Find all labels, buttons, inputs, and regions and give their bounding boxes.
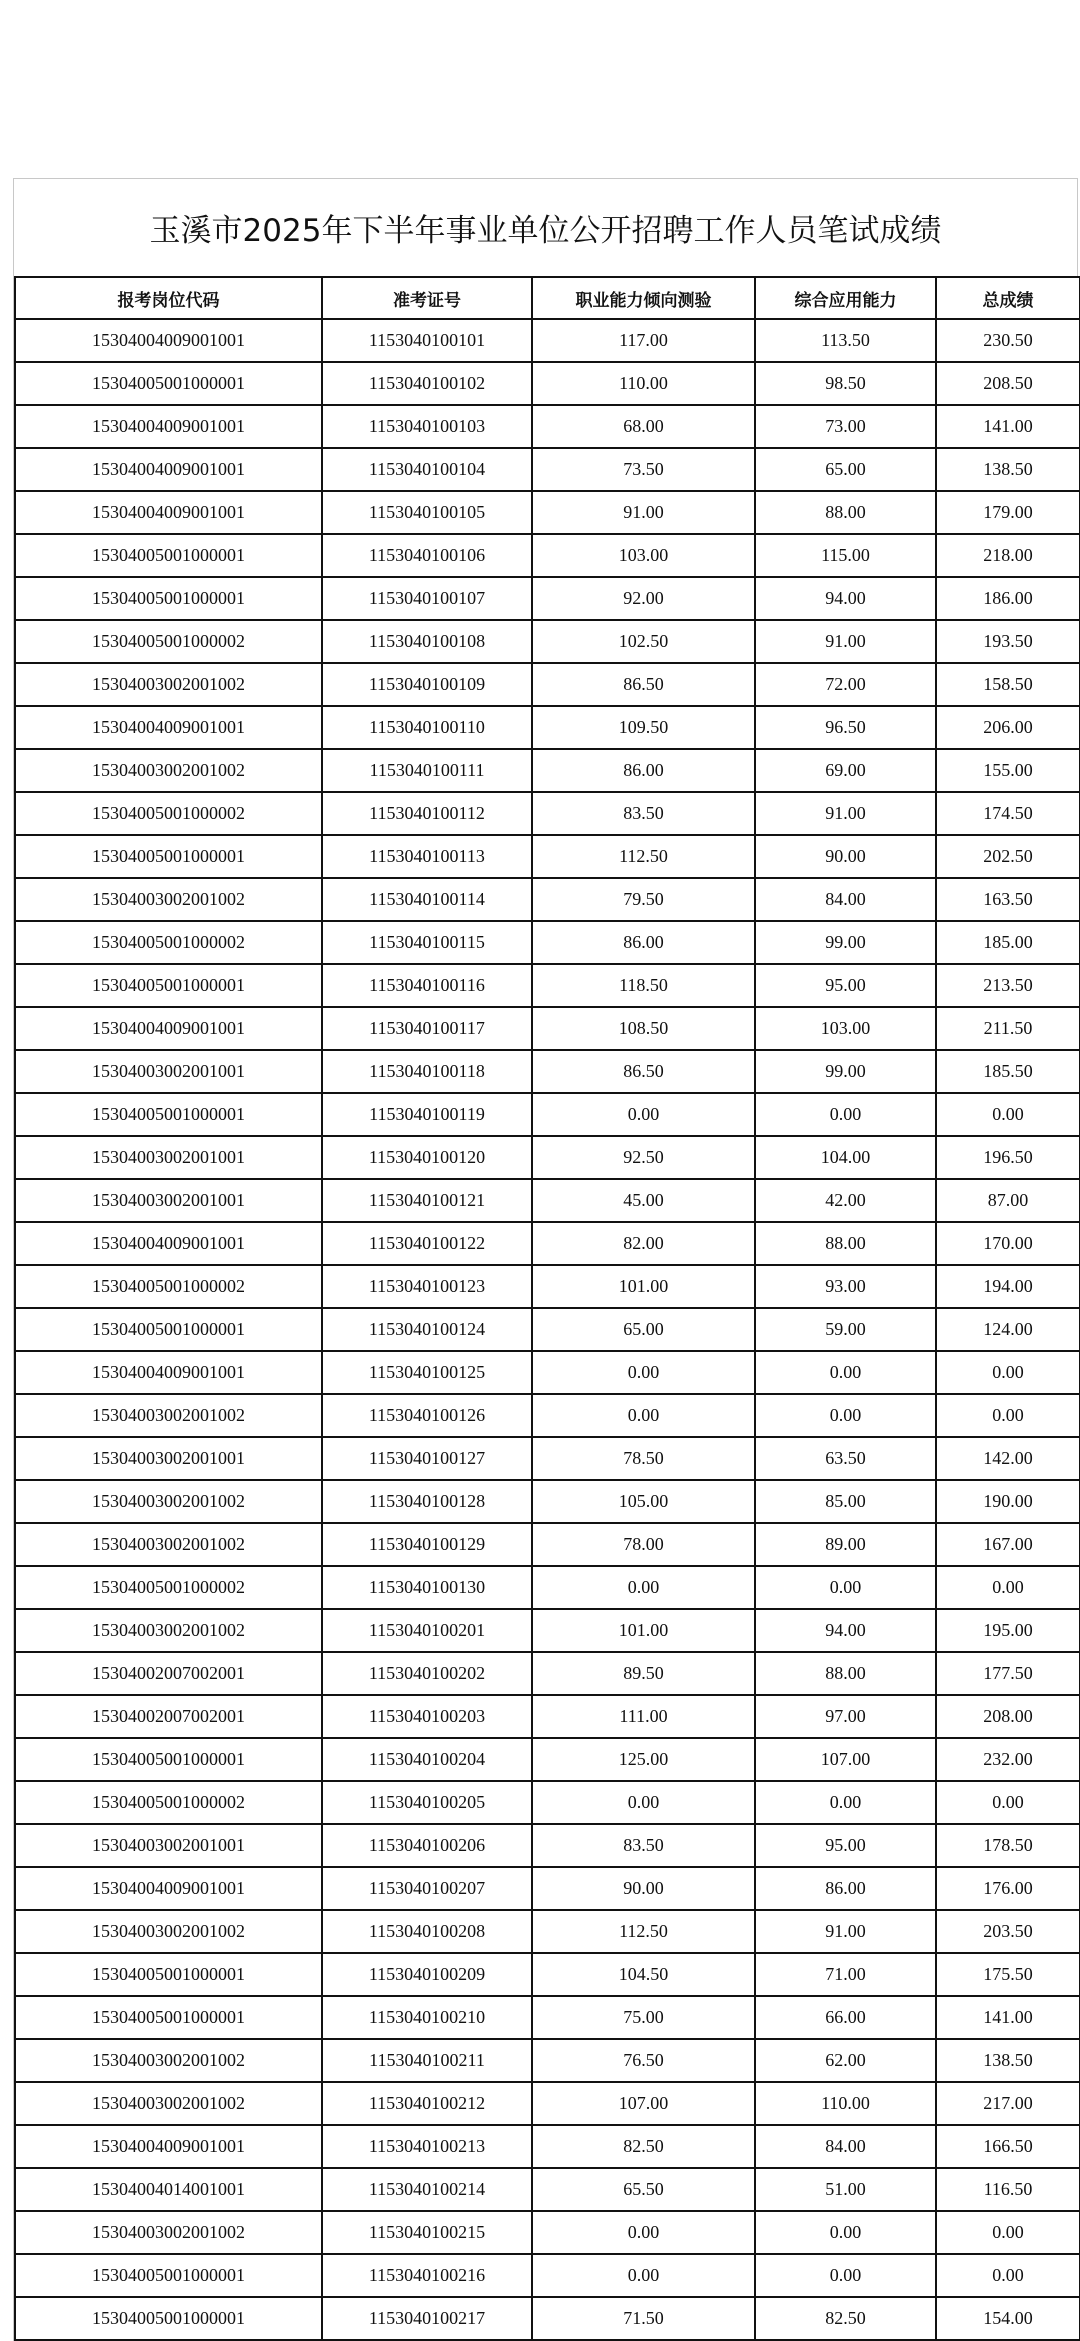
cell-aptitude-score: 0.00 <box>532 1394 755 1437</box>
cell-comprehensive-score: 88.00 <box>755 491 936 534</box>
cell-comprehensive-score: 51.00 <box>755 2168 936 2211</box>
table-row <box>15 2125 1080 2168</box>
cell-admission-number: 1153040100209 <box>322 1953 532 1996</box>
cell-comprehensive-score: 104.00 <box>755 1136 936 1179</box>
cell-position-code: 15304003002001001 <box>15 1437 322 1480</box>
cell-comprehensive-score: 99.00 <box>755 921 936 964</box>
cell-aptitude-score: 83.50 <box>532 792 755 835</box>
cell-admission-number: 1153040100119 <box>322 1093 532 1136</box>
table-row <box>15 448 1080 491</box>
cell-comprehensive-score: 97.00 <box>755 1695 936 1738</box>
table-row <box>15 1480 1080 1523</box>
cell-admission-number: 1153040100125 <box>322 1351 532 1394</box>
cell-admission-number: 1153040100208 <box>322 1910 532 1953</box>
cell-position-code: 15304004009001001 <box>15 491 322 534</box>
table-row <box>15 1179 1080 1222</box>
cell-comprehensive-score: 89.00 <box>755 1523 936 1566</box>
cell-total-score: 202.50 <box>936 835 1080 878</box>
cell-total-score: 158.50 <box>936 663 1080 706</box>
cell-total-score: 0.00 <box>936 1394 1080 1437</box>
cell-admission-number: 1153040100202 <box>322 1652 532 1695</box>
table-row <box>15 1351 1080 1394</box>
cell-comprehensive-score: 0.00 <box>755 1781 936 1824</box>
cell-total-score: 0.00 <box>936 1566 1080 1609</box>
table-row <box>15 1781 1080 1824</box>
header-total-score: 总成绩 <box>936 277 1080 319</box>
table-row <box>15 1867 1080 1910</box>
table-row <box>15 1093 1080 1136</box>
cell-comprehensive-score: 84.00 <box>755 878 936 921</box>
cell-position-code: 15304005001000001 <box>15 1996 322 2039</box>
cell-aptitude-score: 76.50 <box>532 2039 755 2082</box>
cell-admission-number: 1153040100215 <box>322 2211 532 2254</box>
cell-total-score: 190.00 <box>936 1480 1080 1523</box>
cell-comprehensive-score: 84.00 <box>755 2125 936 2168</box>
cell-comprehensive-score: 98.50 <box>755 362 936 405</box>
cell-aptitude-score: 0.00 <box>532 1781 755 1824</box>
table-body <box>15 319 1080 2340</box>
cell-admission-number: 1153040100118 <box>322 1050 532 1093</box>
cell-admission-number: 1153040100205 <box>322 1781 532 1824</box>
cell-admission-number: 1153040100120 <box>322 1136 532 1179</box>
cell-admission-number: 1153040100212 <box>322 2082 532 2125</box>
cell-position-code: 15304003002001002 <box>15 1480 322 1523</box>
cell-comprehensive-score: 94.00 <box>755 577 936 620</box>
cell-aptitude-score: 90.00 <box>532 1867 755 1910</box>
cell-position-code: 15304004014001001 <box>15 2168 322 2211</box>
cell-comprehensive-score: 0.00 <box>755 1351 936 1394</box>
table-row <box>15 2168 1080 2211</box>
cell-position-code: 15304003002001002 <box>15 2211 322 2254</box>
cell-total-score: 213.50 <box>936 964 1080 1007</box>
table-row <box>15 1437 1080 1480</box>
cell-aptitude-score: 86.00 <box>532 921 755 964</box>
cell-comprehensive-score: 113.50 <box>755 319 936 362</box>
cell-aptitude-score: 118.50 <box>532 964 755 1007</box>
table-row <box>15 878 1080 921</box>
table-row <box>15 792 1080 835</box>
cell-admission-number: 1153040100101 <box>322 319 532 362</box>
cell-comprehensive-score: 42.00 <box>755 1179 936 1222</box>
table-row <box>15 921 1080 964</box>
table-row <box>15 534 1080 577</box>
cell-aptitude-score: 68.00 <box>532 405 755 448</box>
cell-admission-number: 1153040100109 <box>322 663 532 706</box>
table-row <box>15 1136 1080 1179</box>
cell-aptitude-score: 0.00 <box>532 2211 755 2254</box>
cell-total-score: 0.00 <box>936 1351 1080 1394</box>
cell-total-score: 87.00 <box>936 1179 1080 1222</box>
table-row <box>15 577 1080 620</box>
cell-position-code: 15304005001000002 <box>15 921 322 964</box>
cell-position-code: 15304004009001001 <box>15 1351 322 1394</box>
header-admission-number: 准考证号 <box>322 277 532 319</box>
cell-total-score: 196.50 <box>936 1136 1080 1179</box>
cell-admission-number: 1153040100211 <box>322 2039 532 2082</box>
cell-admission-number: 1153040100106 <box>322 534 532 577</box>
cell-position-code: 15304002007002001 <box>15 1652 322 1695</box>
table-row <box>15 1953 1080 1996</box>
cell-total-score: 170.00 <box>936 1222 1080 1265</box>
cell-position-code: 15304004009001001 <box>15 319 322 362</box>
cell-aptitude-score: 0.00 <box>532 2254 755 2297</box>
cell-admission-number: 1153040100113 <box>322 835 532 878</box>
table-row <box>15 1652 1080 1695</box>
cell-aptitude-score: 73.50 <box>532 448 755 491</box>
table-row <box>15 1910 1080 1953</box>
table-row <box>15 1523 1080 1566</box>
cell-position-code: 15304005001000002 <box>15 1265 322 1308</box>
table-row <box>15 1824 1080 1867</box>
table-row <box>15 2082 1080 2125</box>
table-row <box>15 2297 1080 2340</box>
cell-aptitude-score: 110.00 <box>532 362 755 405</box>
cell-comprehensive-score: 110.00 <box>755 2082 936 2125</box>
cell-comprehensive-score: 103.00 <box>755 1007 936 1050</box>
cell-aptitude-score: 111.00 <box>532 1695 755 1738</box>
cell-total-score: 206.00 <box>936 706 1080 749</box>
table-row <box>15 362 1080 405</box>
cell-total-score: 174.50 <box>936 792 1080 835</box>
cell-total-score: 186.00 <box>936 577 1080 620</box>
cell-total-score: 211.50 <box>936 1007 1080 1050</box>
cell-position-code: 15304005001000001 <box>15 1953 322 1996</box>
table-row <box>15 749 1080 792</box>
table-row <box>15 2039 1080 2082</box>
cell-aptitude-score: 89.50 <box>532 1652 755 1695</box>
cell-comprehensive-score: 93.00 <box>755 1265 936 1308</box>
cell-aptitude-score: 103.00 <box>532 534 755 577</box>
table-row <box>15 2211 1080 2254</box>
cell-admission-number: 1153040100201 <box>322 1609 532 1652</box>
cell-aptitude-score: 86.50 <box>532 663 755 706</box>
cell-total-score: 141.00 <box>936 405 1080 448</box>
table-row <box>15 835 1080 878</box>
table-row <box>15 1308 1080 1351</box>
cell-total-score: 138.50 <box>936 2039 1080 2082</box>
cell-admission-number: 1153040100105 <box>322 491 532 534</box>
cell-total-score: 175.50 <box>936 1953 1080 1996</box>
cell-total-score: 116.50 <box>936 2168 1080 2211</box>
cell-aptitude-score: 0.00 <box>532 1566 755 1609</box>
cell-position-code: 15304004009001001 <box>15 1007 322 1050</box>
cell-total-score: 138.50 <box>936 448 1080 491</box>
cell-comprehensive-score: 71.00 <box>755 1953 936 1996</box>
cell-total-score: 178.50 <box>936 1824 1080 1867</box>
header-aptitude-test: 职业能力倾向测验 <box>532 277 755 319</box>
cell-position-code: 15304004009001001 <box>15 1222 322 1265</box>
cell-position-code: 15304005001000002 <box>15 1566 322 1609</box>
cell-aptitude-score: 79.50 <box>532 878 755 921</box>
cell-position-code: 15304004009001001 <box>15 405 322 448</box>
cell-admission-number: 1153040100111 <box>322 749 532 792</box>
cell-comprehensive-score: 0.00 <box>755 1566 936 1609</box>
cell-total-score: 179.00 <box>936 491 1080 534</box>
cell-total-score: 177.50 <box>936 1652 1080 1695</box>
cell-comprehensive-score: 91.00 <box>755 620 936 663</box>
cell-position-code: 15304005001000001 <box>15 577 322 620</box>
cell-admission-number: 1153040100206 <box>322 1824 532 1867</box>
cell-admission-number: 1153040100116 <box>322 964 532 1007</box>
cell-aptitude-score: 92.00 <box>532 577 755 620</box>
table-row <box>15 964 1080 1007</box>
table-row <box>15 2254 1080 2297</box>
cell-aptitude-score: 101.00 <box>532 1609 755 1652</box>
cell-aptitude-score: 65.50 <box>532 2168 755 2211</box>
cell-position-code: 15304004009001001 <box>15 1867 322 1910</box>
cell-admission-number: 1153040100207 <box>322 1867 532 1910</box>
cell-total-score: 0.00 <box>936 2211 1080 2254</box>
cell-admission-number: 1153040100124 <box>322 1308 532 1351</box>
cell-comprehensive-score: 86.00 <box>755 1867 936 1910</box>
cell-aptitude-score: 82.50 <box>532 2125 755 2168</box>
cell-position-code: 15304003002001001 <box>15 1050 322 1093</box>
cell-position-code: 15304003002001002 <box>15 1910 322 1953</box>
cell-total-score: 203.50 <box>936 1910 1080 1953</box>
cell-aptitude-score: 78.00 <box>532 1523 755 1566</box>
cell-admission-number: 1153040100114 <box>322 878 532 921</box>
cell-comprehensive-score: 0.00 <box>755 2254 936 2297</box>
cell-comprehensive-score: 66.00 <box>755 1996 936 2039</box>
cell-aptitude-score: 107.00 <box>532 2082 755 2125</box>
cell-comprehensive-score: 96.50 <box>755 706 936 749</box>
cell-position-code: 15304005001000001 <box>15 1738 322 1781</box>
cell-admission-number: 1153040100129 <box>322 1523 532 1566</box>
cell-aptitude-score: 102.50 <box>532 620 755 663</box>
cell-aptitude-score: 105.00 <box>532 1480 755 1523</box>
cell-aptitude-score: 125.00 <box>532 1738 755 1781</box>
cell-admission-number: 1153040100123 <box>322 1265 532 1308</box>
cell-admission-number: 1153040100121 <box>322 1179 532 1222</box>
cell-position-code: 15304003002001002 <box>15 663 322 706</box>
cell-position-code: 15304003002001002 <box>15 2039 322 2082</box>
table-row <box>15 1695 1080 1738</box>
cell-position-code: 15304005001000001 <box>15 362 322 405</box>
cell-comprehensive-score: 59.00 <box>755 1308 936 1351</box>
cell-admission-number: 1153040100128 <box>322 1480 532 1523</box>
table-row <box>15 405 1080 448</box>
cell-total-score: 0.00 <box>936 1093 1080 1136</box>
table-header-row <box>15 277 1080 319</box>
cell-admission-number: 1153040100108 <box>322 620 532 663</box>
cell-total-score: 208.00 <box>936 1695 1080 1738</box>
cell-comprehensive-score: 94.00 <box>755 1609 936 1652</box>
cell-aptitude-score: 109.50 <box>532 706 755 749</box>
cell-comprehensive-score: 91.00 <box>755 792 936 835</box>
cell-total-score: 155.00 <box>936 749 1080 792</box>
cell-total-score: 163.50 <box>936 878 1080 921</box>
cell-total-score: 193.50 <box>936 620 1080 663</box>
cell-position-code: 15304005001000002 <box>15 1781 322 1824</box>
cell-comprehensive-score: 0.00 <box>755 1394 936 1437</box>
cell-total-score: 124.00 <box>936 1308 1080 1351</box>
score-sheet <box>13 178 1078 2341</box>
cell-admission-number: 1153040100126 <box>322 1394 532 1437</box>
cell-admission-number: 1153040100130 <box>322 1566 532 1609</box>
cell-comprehensive-score: 95.00 <box>755 964 936 1007</box>
table-row <box>15 663 1080 706</box>
cell-position-code: 15304005001000001 <box>15 1308 322 1351</box>
cell-position-code: 15304005001000001 <box>15 835 322 878</box>
cell-aptitude-score: 101.00 <box>532 1265 755 1308</box>
cell-position-code: 15304003002001002 <box>15 1609 322 1652</box>
table-row <box>15 319 1080 362</box>
cell-comprehensive-score: 63.50 <box>755 1437 936 1480</box>
cell-total-score: 154.00 <box>936 2297 1080 2340</box>
cell-aptitude-score: 45.00 <box>532 1179 755 1222</box>
table-row <box>15 1050 1080 1093</box>
cell-total-score: 166.50 <box>936 2125 1080 2168</box>
table-row <box>15 1394 1080 1437</box>
score-table <box>14 276 1080 2341</box>
cell-comprehensive-score: 0.00 <box>755 2211 936 2254</box>
cell-position-code: 15304003002001001 <box>15 1824 322 1867</box>
cell-position-code: 15304005001000001 <box>15 1093 322 1136</box>
cell-total-score: 195.00 <box>936 1609 1080 1652</box>
cell-aptitude-score: 91.00 <box>532 491 755 534</box>
cell-comprehensive-score: 72.00 <box>755 663 936 706</box>
cell-position-code: 15304003002001002 <box>15 878 322 921</box>
cell-aptitude-score: 86.50 <box>532 1050 755 1093</box>
cell-admission-number: 1153040100110 <box>322 706 532 749</box>
cell-total-score: 176.00 <box>936 1867 1080 1910</box>
cell-total-score: 167.00 <box>936 1523 1080 1566</box>
cell-position-code: 15304003002001001 <box>15 1136 322 1179</box>
cell-comprehensive-score: 65.00 <box>755 448 936 491</box>
cell-position-code: 15304004009001001 <box>15 448 322 491</box>
cell-aptitude-score: 104.50 <box>532 1953 755 1996</box>
cell-total-score: 185.00 <box>936 921 1080 964</box>
cell-aptitude-score: 0.00 <box>532 1093 755 1136</box>
table-row <box>15 1996 1080 2039</box>
cell-total-score: 142.00 <box>936 1437 1080 1480</box>
cell-total-score: 217.00 <box>936 2082 1080 2125</box>
table-row <box>15 1007 1080 1050</box>
cell-aptitude-score: 78.50 <box>532 1437 755 1480</box>
cell-position-code: 15304004009001001 <box>15 2125 322 2168</box>
cell-admission-number: 1153040100210 <box>322 1996 532 2039</box>
cell-comprehensive-score: 99.00 <box>755 1050 936 1093</box>
cell-total-score: 208.50 <box>936 362 1080 405</box>
table-row <box>15 1566 1080 1609</box>
cell-comprehensive-score: 62.00 <box>755 2039 936 2082</box>
cell-aptitude-score: 65.00 <box>532 1308 755 1351</box>
cell-comprehensive-score: 88.00 <box>755 1222 936 1265</box>
cell-admission-number: 1153040100217 <box>322 2297 532 2340</box>
cell-aptitude-score: 112.50 <box>532 1910 755 1953</box>
cell-comprehensive-score: 85.00 <box>755 1480 936 1523</box>
header-comprehensive-ability: 综合应用能力 <box>755 277 936 319</box>
table-row <box>15 1222 1080 1265</box>
cell-position-code: 15304002007002001 <box>15 1695 322 1738</box>
cell-comprehensive-score: 95.00 <box>755 1824 936 1867</box>
table-row <box>15 1738 1080 1781</box>
cell-total-score: 218.00 <box>936 534 1080 577</box>
cell-position-code: 15304003002001001 <box>15 1179 322 1222</box>
cell-comprehensive-score: 0.00 <box>755 1093 936 1136</box>
page-title: 玉溪市2025年下半年事业单位公开招聘工作人员笔试成绩 <box>14 179 1078 276</box>
cell-comprehensive-score: 88.00 <box>755 1652 936 1695</box>
cell-admission-number: 1153040100104 <box>322 448 532 491</box>
cell-aptitude-score: 71.50 <box>532 2297 755 2340</box>
cell-total-score: 141.00 <box>936 1996 1080 2039</box>
cell-position-code: 15304005001000002 <box>15 792 322 835</box>
cell-position-code: 15304003002001002 <box>15 1523 322 1566</box>
cell-admission-number: 1153040100216 <box>322 2254 532 2297</box>
cell-aptitude-score: 112.50 <box>532 835 755 878</box>
cell-total-score: 0.00 <box>936 2254 1080 2297</box>
cell-aptitude-score: 0.00 <box>532 1351 755 1394</box>
cell-aptitude-score: 117.00 <box>532 319 755 362</box>
cell-admission-number: 1153040100213 <box>322 2125 532 2168</box>
cell-position-code: 15304005001000001 <box>15 964 322 1007</box>
cell-position-code: 15304003002001002 <box>15 749 322 792</box>
cell-position-code: 15304005001000001 <box>15 2297 322 2340</box>
cell-aptitude-score: 75.00 <box>532 1996 755 2039</box>
cell-total-score: 230.50 <box>936 319 1080 362</box>
cell-comprehensive-score: 115.00 <box>755 534 936 577</box>
cell-total-score: 232.00 <box>936 1738 1080 1781</box>
cell-aptitude-score: 82.00 <box>532 1222 755 1265</box>
cell-aptitude-score: 86.00 <box>532 749 755 792</box>
table-row <box>15 1265 1080 1308</box>
cell-admission-number: 1153040100127 <box>322 1437 532 1480</box>
cell-admission-number: 1153040100117 <box>322 1007 532 1050</box>
cell-admission-number: 1153040100115 <box>322 921 532 964</box>
cell-total-score: 0.00 <box>936 1781 1080 1824</box>
cell-position-code: 15304005001000002 <box>15 620 322 663</box>
cell-admission-number: 1153040100112 <box>322 792 532 835</box>
table-row <box>15 491 1080 534</box>
table-row <box>15 620 1080 663</box>
cell-position-code: 15304004009001001 <box>15 706 322 749</box>
cell-admission-number: 1153040100102 <box>322 362 532 405</box>
cell-admission-number: 1153040100103 <box>322 405 532 448</box>
table-row <box>15 1609 1080 1652</box>
table-row <box>15 706 1080 749</box>
cell-comprehensive-score: 91.00 <box>755 1910 936 1953</box>
cell-position-code: 15304005001000001 <box>15 2254 322 2297</box>
cell-position-code: 15304003002001002 <box>15 2082 322 2125</box>
cell-position-code: 15304003002001002 <box>15 1394 322 1437</box>
cell-admission-number: 1153040100204 <box>322 1738 532 1781</box>
cell-total-score: 185.50 <box>936 1050 1080 1093</box>
cell-comprehensive-score: 69.00 <box>755 749 936 792</box>
cell-comprehensive-score: 82.50 <box>755 2297 936 2340</box>
cell-admission-number: 1153040100214 <box>322 2168 532 2211</box>
cell-admission-number: 1153040100122 <box>322 1222 532 1265</box>
cell-comprehensive-score: 107.00 <box>755 1738 936 1781</box>
cell-comprehensive-score: 90.00 <box>755 835 936 878</box>
cell-aptitude-score: 92.50 <box>532 1136 755 1179</box>
header-position-code: 报考岗位代码 <box>15 277 322 319</box>
cell-admission-number: 1153040100203 <box>322 1695 532 1738</box>
cell-aptitude-score: 108.50 <box>532 1007 755 1050</box>
cell-comprehensive-score: 73.00 <box>755 405 936 448</box>
cell-position-code: 15304005001000001 <box>15 534 322 577</box>
cell-aptitude-score: 83.50 <box>532 1824 755 1867</box>
cell-admission-number: 1153040100107 <box>322 577 532 620</box>
cell-total-score: 194.00 <box>936 1265 1080 1308</box>
